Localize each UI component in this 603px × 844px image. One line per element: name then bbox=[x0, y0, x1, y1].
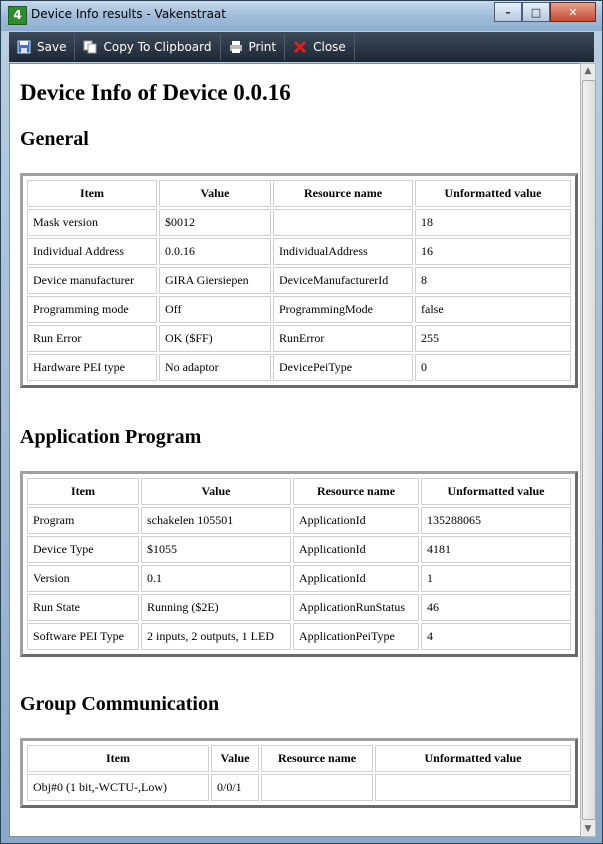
cell-unformatted-value bbox=[375, 774, 571, 801]
cell-resource-name: DevicePeiType bbox=[273, 354, 413, 381]
report-content[interactable] bbox=[9, 63, 581, 837]
section-heading-group-communication: Group Communication bbox=[20, 693, 220, 715]
cell-resource-name: ApplicationRunStatus bbox=[293, 594, 419, 621]
table-header-row bbox=[27, 478, 571, 505]
header-resource-name: Resource name bbox=[261, 745, 373, 772]
close-label: Close bbox=[313, 40, 346, 54]
section-heading-general: General bbox=[20, 128, 89, 150]
cell-item: Mask version bbox=[27, 209, 157, 236]
scrollbar-thumb[interactable] bbox=[582, 80, 596, 820]
header-unformatted-value: Unformatted value bbox=[375, 745, 571, 772]
cell-item: Program bbox=[27, 507, 139, 534]
cell-unformatted-value: 46 bbox=[421, 594, 571, 621]
table-row bbox=[27, 594, 571, 621]
cell-value: No adaptor bbox=[159, 354, 271, 381]
header-item: Item bbox=[27, 180, 157, 207]
cell-value: schakelen 105501 bbox=[141, 507, 291, 534]
cell-value: 0/0/1 bbox=[211, 774, 259, 801]
table-row bbox=[27, 209, 571, 236]
cell-value: OK ($FF) bbox=[159, 325, 271, 352]
copy-icon bbox=[83, 40, 97, 54]
application-program-table bbox=[20, 471, 578, 657]
header-item: Item bbox=[27, 745, 209, 772]
save-button[interactable] bbox=[9, 34, 75, 60]
table-row bbox=[27, 267, 571, 294]
save-label: Save bbox=[37, 40, 67, 54]
print-button[interactable] bbox=[221, 34, 286, 60]
cell-unformatted-value: 18 bbox=[415, 209, 571, 236]
cell-item: Obj#0 (1 bit,-WCTU-,Low) bbox=[27, 774, 209, 801]
table-row bbox=[27, 536, 571, 563]
cell-resource-name: ApplicationId bbox=[293, 536, 419, 563]
copy-label: Copy To Clipboard bbox=[103, 40, 212, 54]
cell-unformatted-value: 8 bbox=[415, 267, 571, 294]
scroll-up-icon[interactable]: ▲ bbox=[584, 66, 592, 76]
header-resource-name: Resource name bbox=[293, 478, 419, 505]
table-row bbox=[27, 623, 571, 650]
header-item: Item bbox=[27, 478, 139, 505]
cell-unformatted-value: 4 bbox=[421, 623, 571, 650]
table-row bbox=[27, 354, 571, 381]
cell-item: Run State bbox=[27, 594, 139, 621]
close-x-icon bbox=[293, 40, 307, 54]
cell-value: 0.1 bbox=[141, 565, 291, 592]
cell-value: 0.0.16 bbox=[159, 238, 271, 265]
table-header-row bbox=[27, 180, 571, 207]
table-row bbox=[27, 238, 571, 265]
cell-value: Off bbox=[159, 296, 271, 323]
maximize-button[interactable]: □ bbox=[522, 2, 550, 22]
table-row bbox=[27, 507, 571, 534]
cell-unformatted-value: 4181 bbox=[421, 536, 571, 563]
cell-resource-name: ProgrammingMode bbox=[273, 296, 413, 323]
cell-item: Run Error bbox=[27, 325, 157, 352]
cell-unformatted-value: 16 bbox=[415, 238, 571, 265]
window-title: Device Info results - Vakenstraat bbox=[31, 7, 226, 21]
cell-item: Version bbox=[27, 565, 139, 592]
header-unformatted-value: Unformatted value bbox=[421, 478, 571, 505]
cell-unformatted-value: 1 bbox=[421, 565, 571, 592]
cell-item: Individual Address bbox=[27, 238, 157, 265]
copy-to-clipboard-button[interactable] bbox=[75, 34, 220, 60]
general-table bbox=[20, 173, 578, 388]
header-value: Value bbox=[211, 745, 259, 772]
table-header-row bbox=[27, 745, 571, 772]
cell-item: Programming mode bbox=[27, 296, 157, 323]
report-title: Device Info of Device 0.0.16 bbox=[20, 80, 291, 105]
cell-value: $1055 bbox=[141, 536, 291, 563]
close-window-button[interactable]: ✕ bbox=[550, 2, 596, 22]
printer-icon bbox=[229, 40, 243, 54]
cell-resource-name: ApplicationId bbox=[293, 507, 419, 534]
header-resource-name: Resource name bbox=[273, 180, 413, 207]
table-row bbox=[27, 774, 571, 801]
cell-resource-name: IndividualAddress bbox=[273, 238, 413, 265]
section-heading-application-program: Application Program bbox=[20, 426, 202, 448]
group-communication-table bbox=[20, 738, 578, 808]
header-value: Value bbox=[159, 180, 271, 207]
table-row bbox=[27, 565, 571, 592]
header-unformatted-value: Unformatted value bbox=[415, 180, 571, 207]
cell-item: Device Type bbox=[27, 536, 139, 563]
cell-unformatted-value: false bbox=[415, 296, 571, 323]
cell-item: Device manufacturer bbox=[27, 267, 157, 294]
cell-resource-name: RunError bbox=[273, 325, 413, 352]
cell-value: $0012 bbox=[159, 209, 271, 236]
cell-resource-name: ApplicationId bbox=[293, 565, 419, 592]
cell-item: Hardware PEI type bbox=[27, 354, 157, 381]
cell-resource-name bbox=[261, 774, 373, 801]
scroll-down-icon[interactable]: ▼ bbox=[584, 824, 592, 834]
vertical-scrollbar[interactable] bbox=[580, 63, 596, 837]
minimize-button[interactable]: – bbox=[494, 2, 522, 22]
print-label: Print bbox=[248, 40, 277, 54]
cell-resource-name: ApplicationPeiType bbox=[293, 623, 419, 650]
title-bar[interactable] bbox=[1, 1, 602, 31]
toolbar bbox=[9, 32, 594, 62]
cell-unformatted-value: 135288065 bbox=[421, 507, 571, 534]
cell-value: 2 inputs, 2 outputs, 1 LED bbox=[141, 623, 291, 650]
header-value: Value bbox=[141, 478, 291, 505]
cell-value: GIRA Giersiepen bbox=[159, 267, 271, 294]
cell-unformatted-value: 255 bbox=[415, 325, 571, 352]
cell-value: Running ($2E) bbox=[141, 594, 291, 621]
floppy-icon bbox=[17, 40, 31, 54]
table-row bbox=[27, 296, 571, 323]
table-row bbox=[27, 325, 571, 352]
cell-unformatted-value: 0 bbox=[415, 354, 571, 381]
cell-resource-name bbox=[273, 209, 413, 236]
close-button[interactable] bbox=[285, 34, 355, 60]
cell-resource-name: DeviceManufacturerId bbox=[273, 267, 413, 294]
app-icon: 4 bbox=[8, 6, 27, 25]
cell-item: Software PEI Type bbox=[27, 623, 139, 650]
